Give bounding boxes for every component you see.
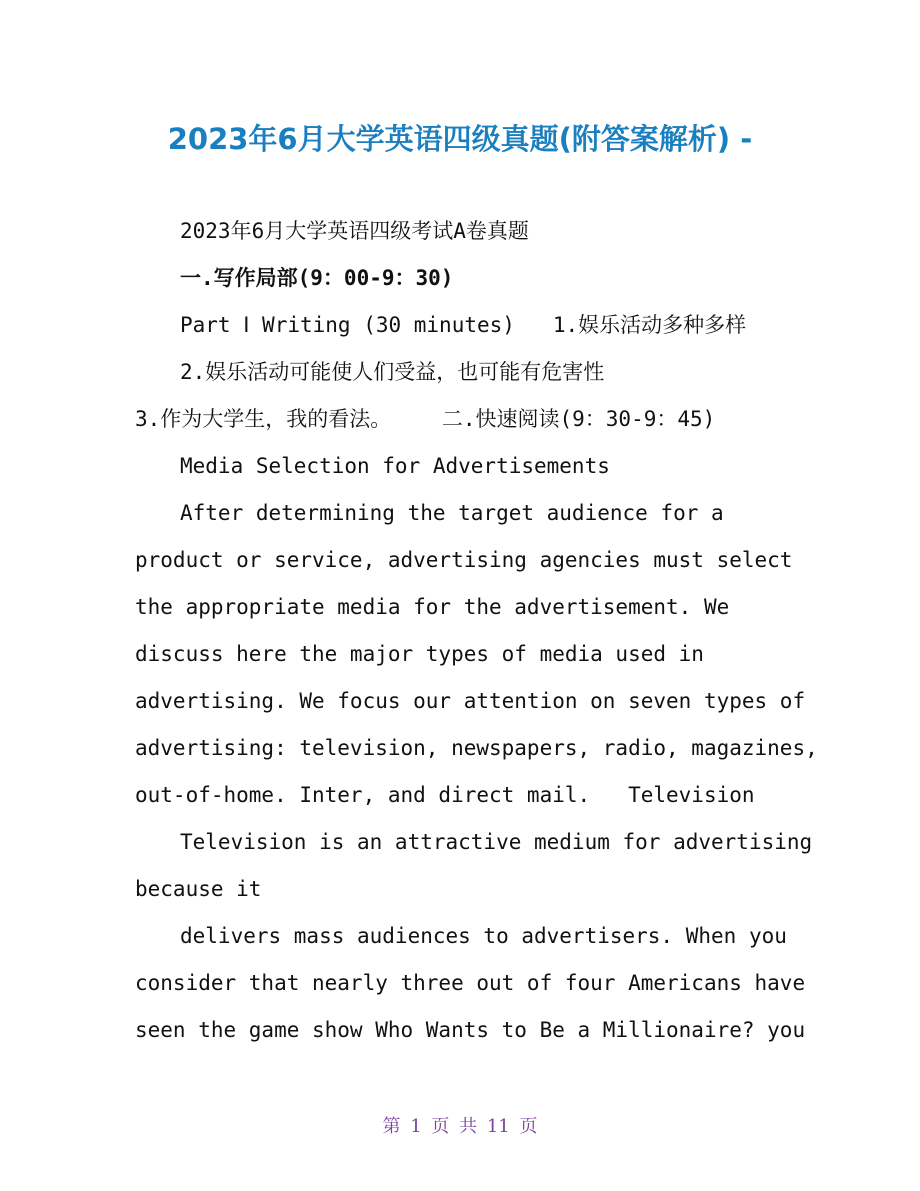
paragraph-line: delivers mass audiences to advertisers. When you — [180, 924, 787, 948]
paragraph-line: 2023年6月大学英语四级考试A卷真题 — [180, 219, 529, 243]
article-heading: Media Selection for Advertisements — [180, 454, 610, 478]
paragraph-line: the appropriate media for the advertisement. We — [135, 595, 730, 619]
paragraph-line: Television is an attractive medium for advertising — [180, 830, 813, 854]
paragraph-line: because it — [135, 877, 262, 901]
paragraph-line: seen the game show Who Wants to Be a Millionaire? you — [135, 1018, 806, 1042]
paragraph-line: 2.娱乐活动可能使人们受益，也可能有危害性 — [180, 360, 605, 384]
paragraph-line: advertising. We focus our attention on seven types of — [135, 689, 806, 713]
paragraph-line: Part Ⅰ Writing (30 minutes) 1.娱乐活动多种多样 — [180, 313, 747, 337]
paragraph-line: discuss here the major types of media used in — [135, 642, 704, 666]
document-title: 2023年6月大学英语四级真题(附答案解析) - — [167, 122, 753, 156]
section-heading: 一.写作局部(9：00-9：30) — [180, 266, 454, 290]
paragraph-line: product or service, advertising agencies must select — [135, 548, 793, 572]
paragraph-line: 3.作为大学生，我的看法。 二.快速阅读(9：30-9：45) — [135, 407, 716, 431]
paragraph-line: After determining the target audience for a — [180, 501, 724, 525]
page-number: 第 1 页 共 11 页 — [382, 1116, 538, 1137]
document-body — [135, 208, 818, 1054]
paragraph-line: out-of-home. Inter, and direct mail. Television — [135, 783, 755, 807]
paragraph-line: consider that nearly three out of four Americans have — [135, 971, 806, 995]
paragraph-line: advertising: television, newspapers, radio, magazines, — [135, 736, 818, 760]
